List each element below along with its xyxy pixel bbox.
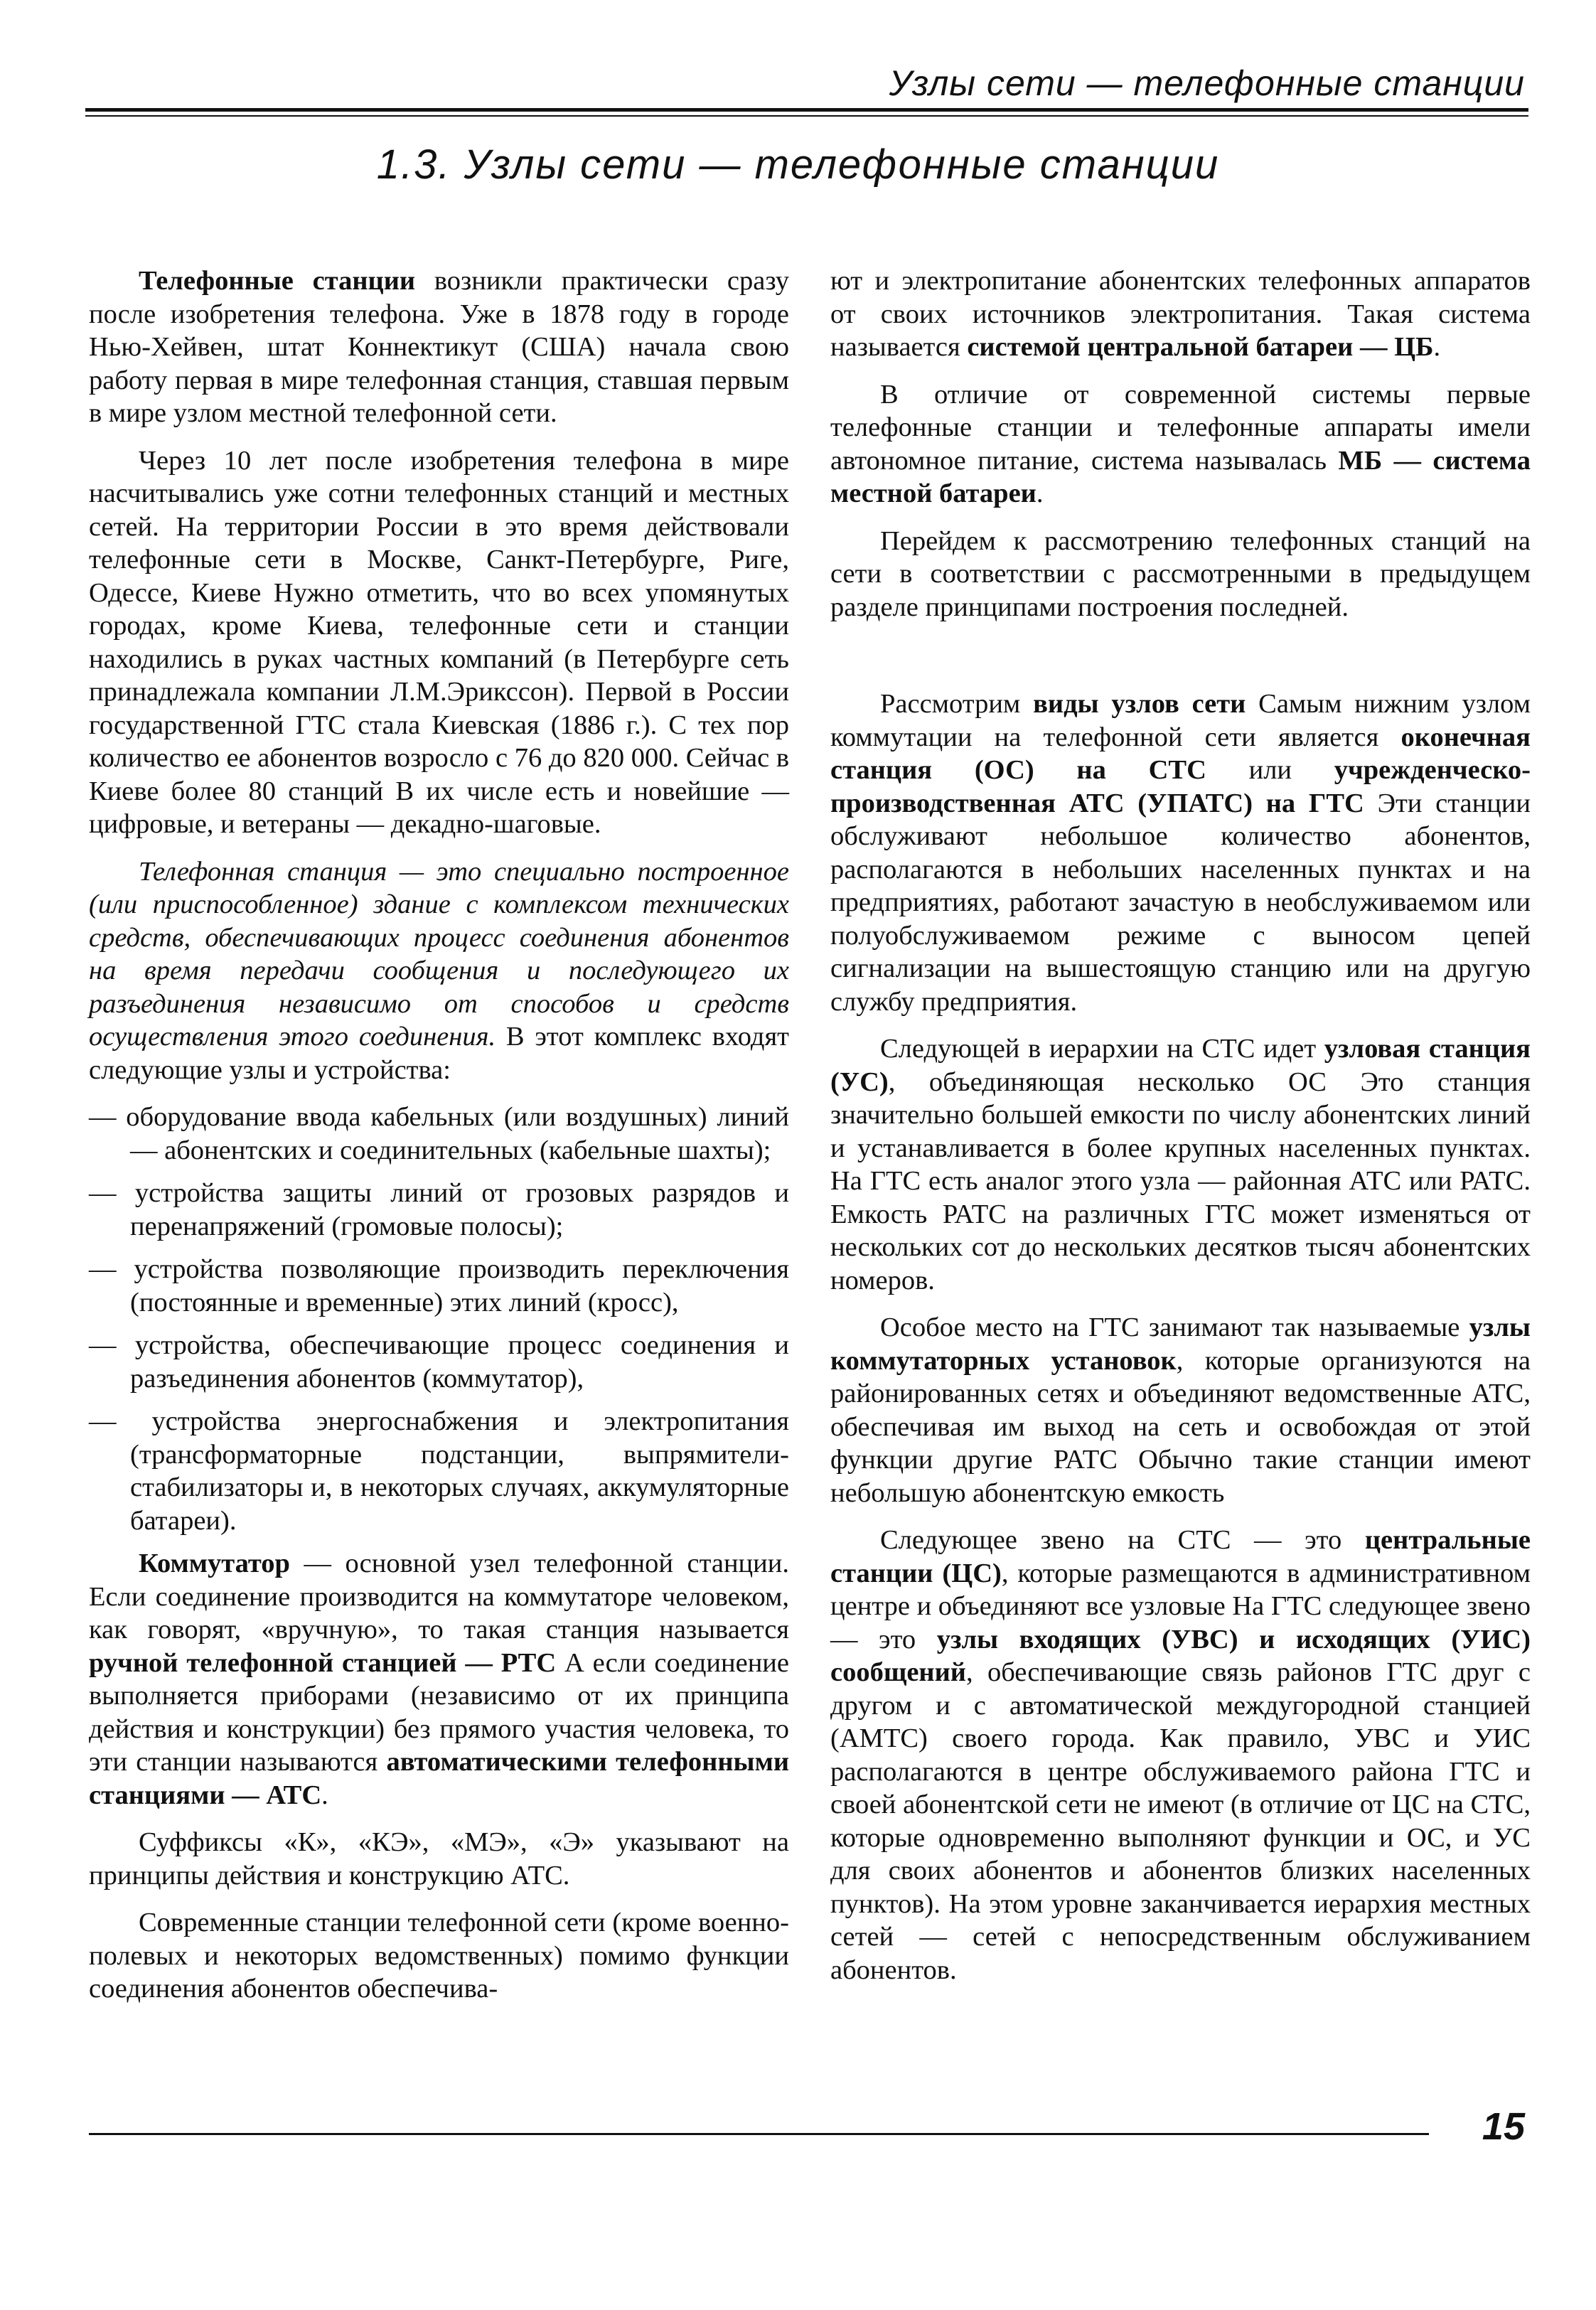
text-run: . [1036, 478, 1044, 508]
text-run: — устройства энергоснабжения и электропитания (трансформаторные подстанции, выпрямители-стабилизаторы и, в некоторых случаях, аккумуляторные батареи). [89, 1406, 789, 1536]
list-item [89, 1253, 789, 1319]
text-run: , обеспечивающие связь районов ГТС друг с другом и с автоматической междугородной станцией (АМТС) своего города. Как правило, УВС и УИС располагаются в центре обслуживаемого района ГТС и своей абонентской сети не имеют (в отличие от ЦС на СТС, которые одновременно выполняют функции и ОС, и УС для своих абонентов и абонентов близких населенных пунктов). На этом уровне заканчивается иерархия местных сетей — сетей с непосредственным обслуживанием абонентов. [830, 1657, 1531, 1985]
paragraph [89, 1906, 789, 2006]
text-run: Через 10 лет после изобретения телефона в мире насчитывались уже сотни телефонных станций и местных сетей. На территории России в это время действовали телефонные сети в Москве, Санкт-Петербурге, Риге, Одессе, Киеве Нужно отметить, что во всех упомянутых городах, кроме Киева, телефонные сети и станции находились в руках частных компаний (в Петербурге сеть принадлежала компании Л.М.Эрикссон). Первой в России государственной ГТС стала Киевская (1886 г.). С тех пор количество ее абонентов возросло с 76 до 820 000. Сейчас в Киеве более 80 станций В их числе есть и новейшие — цифровые, и ветераны — декадно-шаговые. [89, 445, 789, 839]
text-run: Следующее звено на СТС — это [880, 1525, 1365, 1555]
text-run: . [1433, 332, 1441, 362]
text-run: , которые организуются на районированных сетях и объединяют ведомственные АТС, обеспечивая им выход на сеть и освобождая от этой функции другие РАТС Обычно такие станции имеют небольшую абонентскую емкость [830, 1345, 1531, 1508]
text-run: — оборудование ввода кабельных (или воздушных) линий — абонентских и соединительных (кабельные шахты); [89, 1102, 789, 1165]
text-run: — устройства позволяющие производить переключения (постоянные и временные) этих линий (кросс), [89, 1254, 789, 1317]
text-run: , которые размещаются в административном центре и объединяют все узловые На ГТС следующее звено — это [830, 1558, 1531, 1654]
paragraph [830, 525, 1531, 624]
paragraph [830, 1311, 1531, 1509]
paragraph [830, 264, 1531, 364]
list-item [89, 1101, 789, 1167]
paragraph [89, 1826, 789, 1892]
list-item [89, 1329, 789, 1395]
paragraph [89, 1547, 789, 1812]
text-run: — устройства защиты линий от грозовых разрядов и перенапряжений (громовые полосы); [89, 1178, 789, 1241]
italic-definition: Телефонная станция — это специально построенное (или приспособленное) здание с комплексом технических средств, обеспечивающих процесс соединения абонентов на время передачи сообщения и последующего их разъединения независимо от способов и средств осуществления этого соединения. [89, 856, 789, 1052]
footer-rule [89, 2133, 1429, 2135]
bold-term: центральные станции (ЦС) [830, 1525, 1531, 1588]
text-run: Эти станции обслуживают небольшое количество абонентов, располагаются в небольших населенных пунктах и на предприятиях, работают зачастую в необслуживаемом или полуобслуживаемом режиме с выносом цепей сигнализации на вышестоящую станцию или на другую службу предприятия. [830, 788, 1531, 1017]
bold-term: Телефонные станции [139, 266, 416, 296]
bold-term: МБ — система местной батареи [830, 445, 1531, 508]
bold-term: узлы входящих (УВС) и исходящих (УИС) сообщений [830, 1624, 1531, 1687]
bold-term: системой центральной батареи — ЦБ [967, 332, 1434, 362]
section-title: 1.3. Узлы сети — телефонные станции [376, 141, 1220, 188]
left-column [89, 264, 789, 2020]
text-run: , объединяющая несколько ОС Это станция значительно большей емкости по числу абонентских линий и устанавливается в более крупных населенных пунктах. На ГТС есть аналог этого узла — районная АТС или РАТС. Емкость РАТС на различных ГТС может изменяться от нескольких сот до нескольких десятков тысяч абонентских номеров. [830, 1066, 1531, 1295]
header-rule-thin [85, 115, 1528, 117]
bold-term: автоматическими телефонными станциями — АТС [89, 1747, 789, 1810]
text-run: — устройства, обеспечивающие процесс соединения и разъединения абонентов (коммутатор), [89, 1330, 789, 1394]
paragraph [89, 444, 789, 841]
text-run: или [1206, 755, 1334, 785]
text-run: Перейдем к рассмотрению телефонных станций на сети в соответствии с рассмотренными в предыдущем разделе принципами построения последней. [830, 525, 1531, 622]
text-run: В этот комплекс входят следующие узлы и устройства: [89, 1022, 789, 1085]
running-head: Узлы сети — телефонные станции [889, 63, 1525, 103]
header-rule [85, 108, 1528, 112]
list-item [89, 1177, 789, 1243]
page-number: 15 [1482, 2105, 1525, 2148]
paragraph [830, 688, 1531, 1018]
paragraph [89, 264, 789, 430]
paragraph [89, 855, 789, 1087]
bold-term: виды узлов сети [1033, 689, 1246, 719]
text-run: Суффиксы «К», «КЭ», «МЭ», «Э» указывают на принципы действия и конструкцию АТС. [89, 1827, 789, 1891]
text-run: Особое место на ГТС занимают так называемые [880, 1312, 1469, 1342]
right-column [830, 264, 1531, 2001]
text-run: В отличие от современной системы первые телефонные станции и телефонные аппараты имели автономное питание, система называлась [830, 379, 1531, 476]
text-run: — основной узел телефонной станции. Если соединение производится на коммутаторе человеком, как говорят, «вручную», то такая станция называется [89, 1549, 789, 1645]
bold-term: оконечная станция (ОС) на СТС [830, 722, 1531, 785]
paragraph [830, 1032, 1531, 1297]
text-run: Самым нижним узлом коммутации на телефонной сети является [830, 689, 1531, 752]
text-run: . [321, 1780, 328, 1810]
bold-term: узлы коммутаторных установок [830, 1312, 1531, 1376]
text-run: ют и электропитание абонентских телефонных аппаратов от своих источников электропитания. Такая система называется [830, 266, 1531, 362]
list-item [89, 1405, 789, 1537]
text-run: возникли практически сразу после изобретения телефона. Уже в 1878 году в городе Нью-Хейвен, штат Коннектикут (США) начала свою работу первая в мире телефонная станция, ставшая первым в мире узлом местной телефонной сети. [89, 266, 789, 428]
text-run: Следующей в иерархии на СТС идет [880, 1034, 1324, 1064]
text-run: Современные станции телефонной сети (кроме военно-полевых и некоторых ведомственных) помимо функции соединения абонентов обеспечива- [89, 1908, 789, 2004]
bold-term: ручной телефонной станцией — РТС [89, 1647, 557, 1678]
bold-term: учрежденческо-производственная АТС (УПАТС) на ГТС [830, 755, 1531, 818]
paragraph [830, 1524, 1531, 1987]
bold-term: узловая станция (УС) [830, 1034, 1531, 1097]
text-run: Рассмотрим [880, 689, 1034, 719]
bold-term: Коммутатор [139, 1549, 290, 1578]
paragraph [830, 378, 1531, 510]
text-run: А если соединение выполняется приборами (независимо от их принципа действия и конструкции) без прямого участия человека, то эти станции называются [89, 1647, 789, 1777]
